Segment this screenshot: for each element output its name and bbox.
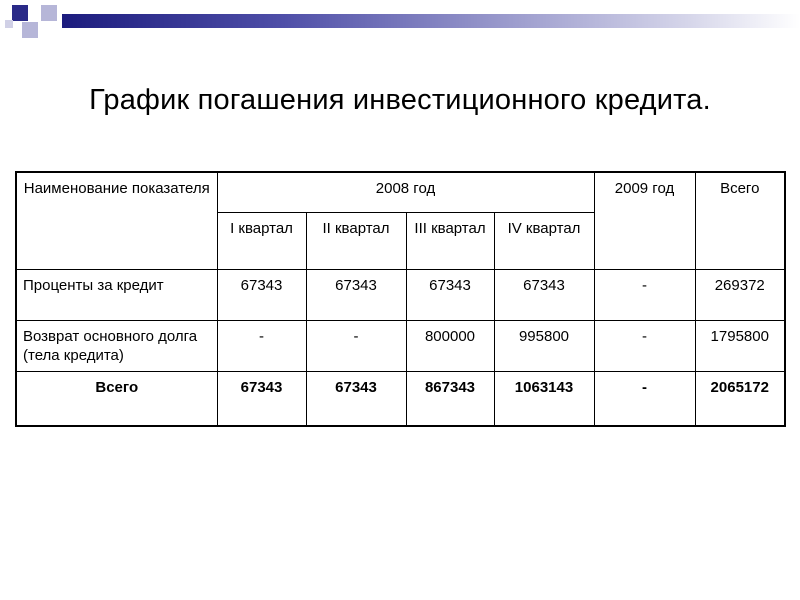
total-q4: 1063143 — [494, 371, 594, 426]
header-year-2008: 2008 год — [217, 172, 594, 212]
header-gradient-bar — [62, 14, 800, 28]
total-q1: 67343 — [217, 371, 306, 426]
decor-square — [12, 5, 28, 21]
total-q3: 867343 — [406, 371, 494, 426]
cell-q1: - — [217, 320, 306, 371]
slide-title: График погашения инвестиционного кредита. — [89, 84, 711, 116]
cell-q2: - — [306, 320, 406, 371]
total-row-label: Всего — [16, 371, 217, 426]
header-indicator-name: Наименование показателя — [16, 172, 217, 269]
header-quarter-2: II квартал — [306, 212, 406, 269]
cell-2009: - — [594, 269, 695, 320]
table-row — [16, 269, 785, 320]
decor-square — [5, 20, 13, 28]
header-total: Всего — [695, 172, 785, 269]
header-year-2009: 2009 год — [594, 172, 695, 269]
cell-total: 269372 — [695, 269, 785, 320]
cell-q4: 995800 — [494, 320, 594, 371]
cell-q3: 67343 — [406, 269, 494, 320]
cell-total: 1795800 — [695, 320, 785, 371]
table-total-row — [16, 371, 785, 426]
cell-q3: 800000 — [406, 320, 494, 371]
row-label: Проценты за кредит — [16, 269, 217, 320]
table-row — [16, 320, 785, 371]
repayment-table — [15, 171, 786, 427]
header-quarter-3: III квартал — [406, 212, 494, 269]
table-header-row — [16, 172, 785, 212]
decor-square — [41, 5, 57, 21]
total-q2: 67343 — [306, 371, 406, 426]
cell-q1: 67343 — [217, 269, 306, 320]
header-quarter-1: I квартал — [217, 212, 306, 269]
cell-q2: 67343 — [306, 269, 406, 320]
decor-square — [22, 22, 38, 38]
header-quarter-4: IV квартал — [494, 212, 594, 269]
total-grand: 2065172 — [695, 371, 785, 426]
total-2009: - — [594, 371, 695, 426]
cell-2009: - — [594, 320, 695, 371]
row-label: Возврат основного долга (тела кредита) — [16, 320, 217, 371]
cell-q4: 67343 — [494, 269, 594, 320]
